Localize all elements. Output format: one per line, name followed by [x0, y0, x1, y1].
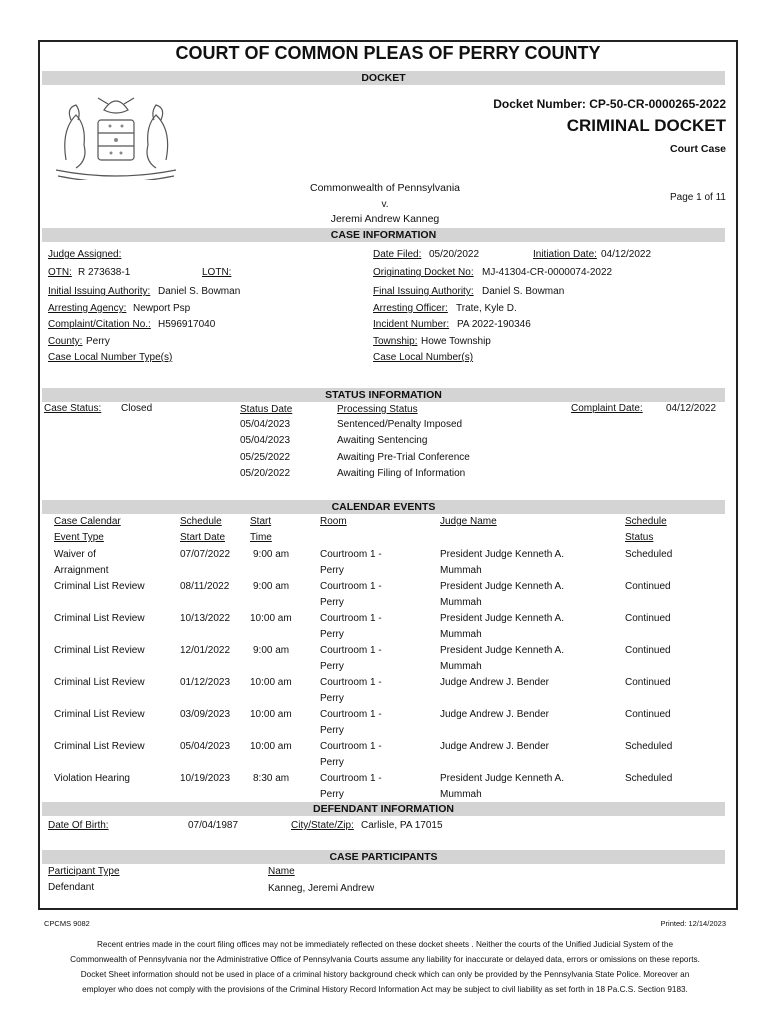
status-entry-date: 05/04/2023 [240, 435, 291, 446]
event-status: Continued [625, 645, 671, 656]
printed-date: Printed: 12/14/2023 [660, 919, 726, 928]
event-room-cont: Perry [320, 725, 344, 736]
arresting-agency-label: Arresting Agency: [48, 303, 127, 314]
event-room-cont: Perry [320, 661, 344, 672]
event-time: 10:00 am [250, 613, 292, 624]
arresting-officer-value: Trate, Kyle D. [456, 303, 517, 314]
form-id: CPCMS 9082 [44, 919, 90, 928]
county-label: County: [48, 336, 83, 347]
initiation-value: 04/12/2022 [601, 249, 652, 260]
dob-label: Date Of Birth: [48, 820, 109, 831]
event-room: Courtroom 1 - [320, 613, 382, 624]
docket-number: Docket Number: CP-50-CR-0000265-2022 [493, 97, 726, 111]
event-date: 10/19/2023 [180, 773, 231, 784]
event-time: 9:00 am [253, 645, 290, 656]
calendar-row [0, 643, 770, 673]
event-date: 05/04/2023 [180, 741, 231, 752]
event-room-cont: Perry [320, 757, 344, 768]
header-event-type-2: Event Type [54, 532, 104, 543]
status-entry-date: 05/25/2022 [240, 452, 291, 463]
defendant-information-heading: DEFENDANT INFORMATION [42, 802, 725, 816]
case-participants-heading: CASE PARTICIPANTS [42, 850, 725, 864]
event-judge: Judge Andrew J. Bender [440, 709, 549, 720]
complaint-date-value: 04/12/2022 [666, 403, 717, 414]
event-type: Criminal List Review [54, 645, 145, 656]
initial-authority-label: Initial Issuing Authority: [48, 286, 151, 297]
caption-plaintiff: Commonwealth of Pennsylvania [310, 182, 460, 194]
complaint-date-label: Complaint Date: [571, 403, 643, 414]
final-authority-value: Daniel S. Bowman [482, 286, 565, 297]
arresting-officer-label: Arresting Officer: [373, 303, 448, 314]
event-judge: President Judge Kenneth A. [440, 549, 564, 560]
event-status: Continued [625, 709, 671, 720]
event-judge-cont: Mummah [440, 629, 482, 640]
event-date: 01/12/2023 [180, 677, 231, 688]
event-type: Criminal List Review [54, 581, 145, 592]
local-number-label: Case Local Number(s) [373, 352, 474, 363]
date-filed-label: Date Filed: [373, 249, 422, 260]
event-time: 8:30 am [253, 773, 290, 784]
event-judge: Judge Andrew J. Bender [440, 741, 549, 752]
originating-label: Originating Docket No: [373, 267, 474, 278]
otn-value: R 273638-1 [78, 267, 131, 278]
page-indicator: Page 1 of 11 [670, 192, 726, 203]
date-filed-value: 05/20/2022 [429, 249, 480, 260]
participant-name-value: Kanneg, Jeremi Andrew [268, 883, 375, 894]
calendar-row [0, 611, 770, 641]
city-state-zip-label: City/State/Zip: [291, 820, 354, 831]
court-title: COURT OF COMMON PLEAS OF PERRY COUNTY [175, 43, 601, 63]
case-status-value: Closed [121, 403, 153, 414]
calendar-row [0, 707, 770, 737]
event-date: 08/11/2022 [180, 581, 230, 592]
case-information-heading: CASE INFORMATION [42, 228, 725, 242]
initiation-label: Initiation Date: [533, 249, 597, 260]
event-type: Criminal List Review [54, 741, 145, 752]
event-judge: Judge Andrew J. Bender [440, 677, 549, 688]
event-type: Criminal List Review [54, 613, 145, 624]
event-judge-cont: Mummah [440, 597, 482, 608]
event-room: Courtroom 1 - [320, 741, 382, 752]
disclaimer: Recent entries made in the court filing offices may not be immediately reflected on these docket sheets . Neither the courts of the Unified Judicial System of the Commonwealth of Pennsylvania nor the Administrative Office of Pennsylvania Courts assume any liability for inaccurate or delayed data, errors or omissions on these reports. Docket Sheet information should not be used in place of a criminal history background check which can only be provided by the Pennsylvania State Police. Moreover an employer who does not comply with the provisions of the Criminal History Record Information Act may be subject to civil liability as set forth in 18 Pa.C.S. Section 9183. [70, 940, 700, 994]
docket-type: CRIMINAL DOCKET [566, 116, 726, 135]
dob-value: 07/04/1987 [188, 820, 239, 831]
header-room: Room [320, 516, 347, 527]
lotn-label: LOTN: [202, 267, 232, 278]
participant-name-label: Name [268, 866, 295, 877]
event-status: Scheduled [625, 773, 673, 784]
event-status: Continued [625, 581, 671, 592]
event-room: Courtroom 1 - [320, 581, 382, 592]
participant-type-value: Defendant [48, 882, 95, 893]
event-room-cont: Perry [320, 789, 344, 800]
event-judge-cont: Mummah [440, 565, 482, 576]
incident-label: Incident Number: [373, 319, 450, 330]
event-judge: President Judge Kenneth A. [440, 581, 564, 592]
county-value: Perry [86, 336, 110, 347]
incident-value: PA 2022-190346 [457, 319, 531, 330]
calendar-row [0, 579, 770, 609]
event-type-cont: Arraignment [54, 565, 109, 576]
event-date: 12/01/2022 [180, 645, 231, 656]
complaint-citation-value: H596917040 [158, 319, 216, 330]
event-date: 03/09/2023 [180, 709, 231, 720]
caption-versus: v. [381, 199, 389, 210]
event-room: Courtroom 1 - [320, 677, 382, 688]
event-room: Courtroom 1 - [320, 709, 382, 720]
header-start-date-1: Schedule [180, 516, 222, 527]
status-entry-date: 05/20/2022 [240, 468, 291, 479]
event-room: Courtroom 1 - [320, 773, 382, 784]
final-authority-label: Final Issuing Authority: [373, 286, 474, 297]
header-start-time-1: Start [250, 516, 272, 527]
event-type: Violation Hearing [54, 773, 130, 784]
event-room-cont: Perry [320, 597, 344, 608]
header-schedule-status-2: Status [625, 532, 654, 543]
docket-bar: DOCKET [42, 71, 725, 85]
calendar-row [0, 547, 770, 577]
case-kind: Court Case [669, 143, 726, 155]
calendar-row [0, 771, 770, 801]
event-type: Criminal List Review [54, 709, 145, 720]
event-room: Courtroom 1 - [320, 549, 382, 560]
township-value: Howe Township [421, 336, 491, 347]
event-time: 10:00 am [250, 677, 292, 688]
judge-label: Judge Assigned: [48, 249, 122, 260]
arresting-agency-value: Newport Psp [133, 303, 191, 314]
originating-value: MJ-41304-CR-0000074-2022 [482, 267, 613, 278]
event-judge: President Judge Kenneth A. [440, 773, 564, 784]
header-start-time-2: Time [250, 532, 272, 543]
otn-label: OTN: [48, 267, 72, 278]
calendar-events-heading: CALENDAR EVENTS [42, 500, 725, 514]
participant-type-label: Participant Type [48, 866, 120, 877]
complaint-citation-label: Complaint/Citation No.: [48, 319, 151, 330]
calendar-row [0, 739, 770, 769]
city-state-zip-value: Carlisle, PA 17015 [361, 820, 443, 831]
event-status: Continued [625, 677, 671, 688]
initial-authority-value: Daniel S. Bowman [158, 286, 241, 297]
status-date-label: Status Date [240, 404, 293, 415]
pennsylvania-seal-icon [46, 90, 186, 180]
status-entry-status: Awaiting Sentencing [337, 435, 428, 446]
header-start-date-2: Start Date [180, 532, 226, 543]
case-status-label: Case Status: [44, 403, 102, 414]
caption-defendant: Jeremi Andrew Kanneg [330, 213, 440, 225]
header-judge-name: Judge Name [440, 516, 497, 527]
status-entry-status: Awaiting Filing of Information [337, 468, 466, 479]
event-time: 10:00 am [250, 709, 292, 720]
event-judge-cont: Mummah [440, 789, 482, 800]
event-room-cont: Perry [320, 693, 344, 704]
status-entry-date: 05/04/2023 [240, 419, 291, 430]
event-time: 10:00 am [250, 741, 292, 752]
event-type: Waiver of [54, 549, 96, 560]
header-event-type-1: Case Calendar [54, 516, 121, 527]
header-schedule-status-1: Schedule [625, 516, 667, 527]
calendar-row [0, 675, 770, 705]
status-entry-status: Awaiting Pre-Trial Conference [337, 452, 470, 463]
event-date: 10/13/2022 [180, 613, 231, 624]
event-status: Scheduled [625, 741, 673, 752]
local-number-type-label: Case Local Number Type(s) [48, 352, 173, 363]
event-judge-cont: Mummah [440, 661, 482, 672]
status-entry-status: Sentenced/Penalty Imposed [337, 419, 463, 430]
event-time: 9:00 am [253, 581, 290, 592]
event-type: Criminal List Review [54, 677, 145, 688]
event-judge: President Judge Kenneth A. [440, 613, 564, 624]
event-status: Scheduled [625, 549, 673, 560]
event-date: 07/07/2022 [180, 549, 231, 560]
status-information-heading: STATUS INFORMATION [42, 388, 725, 402]
event-room: Courtroom 1 - [320, 645, 382, 656]
event-time: 9:00 am [253, 549, 290, 560]
processing-status-label: Processing Status [337, 404, 418, 415]
calendar-header-row [0, 514, 770, 544]
event-room-cont: Perry [320, 565, 344, 576]
event-judge: President Judge Kenneth A. [440, 645, 564, 656]
township-label: Township: [373, 336, 418, 347]
event-room-cont: Perry [320, 629, 344, 640]
event-status: Continued [625, 613, 671, 624]
